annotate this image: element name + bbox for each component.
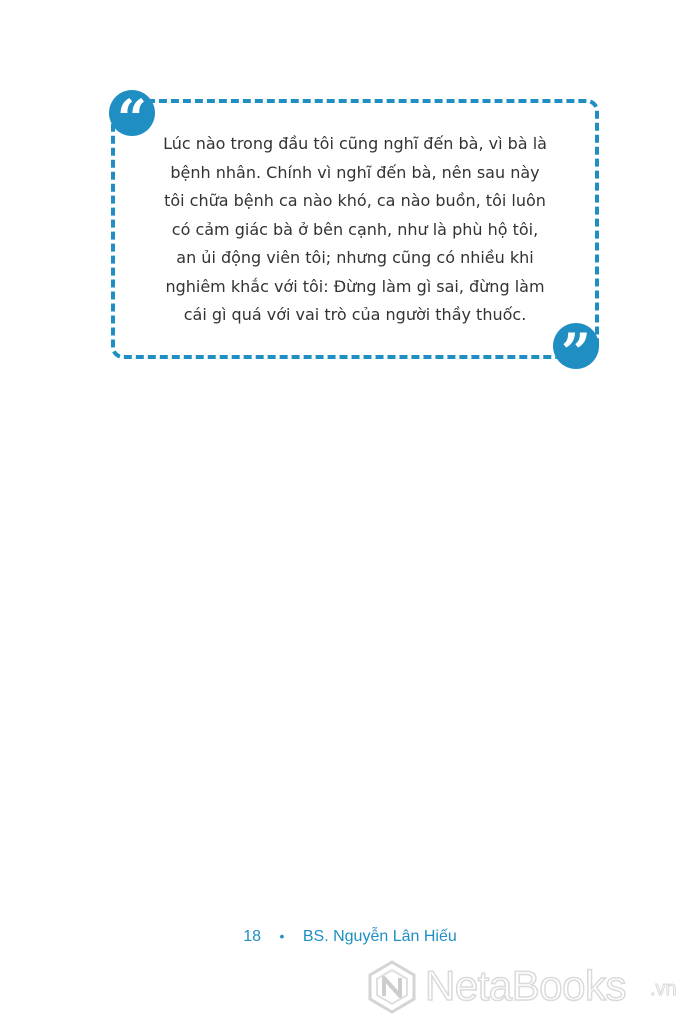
watermark: [365, 958, 695, 1016]
page-number: 18: [243, 928, 262, 945]
quote-line: bệnh nhân. Chính vì nghĩ đến bà, nên sau này: [170, 162, 540, 182]
footer-separator: •: [279, 928, 285, 944]
open-quote-icon: “: [109, 90, 155, 136]
quote-line: nghiêm khắc với tôi: Đừng làm gì sai, đừng làm: [165, 276, 545, 296]
quote-text: [150, 130, 560, 330]
watermark-suffix: .vn: [650, 978, 677, 1000]
watermark-brand: NetaBooks: [425, 962, 626, 1009]
author-name: BS. Nguyễn Lân Hiếu: [302, 928, 457, 945]
quote-line: Lúc nào trong đầu tôi cũng nghĩ đến bà, vì bà là: [163, 134, 547, 153]
quote-line: cái gì quá với vai trò của người thầy thuốc.: [183, 305, 527, 324]
netabooks-logo-icon: [365, 960, 419, 1014]
quote-line: tôi chữa bệnh ca nào khó, ca nào buồn, tôi luôn: [164, 191, 546, 210]
quote-line: có cảm giác bà ở bên cạnh, như là phù hộ tôi,: [171, 219, 539, 239]
page-footer: [0, 928, 700, 946]
close-quote-icon: ”: [553, 323, 599, 369]
quote-line: an ủi động viên tôi; nhưng cũng có nhiều khi: [176, 248, 534, 267]
